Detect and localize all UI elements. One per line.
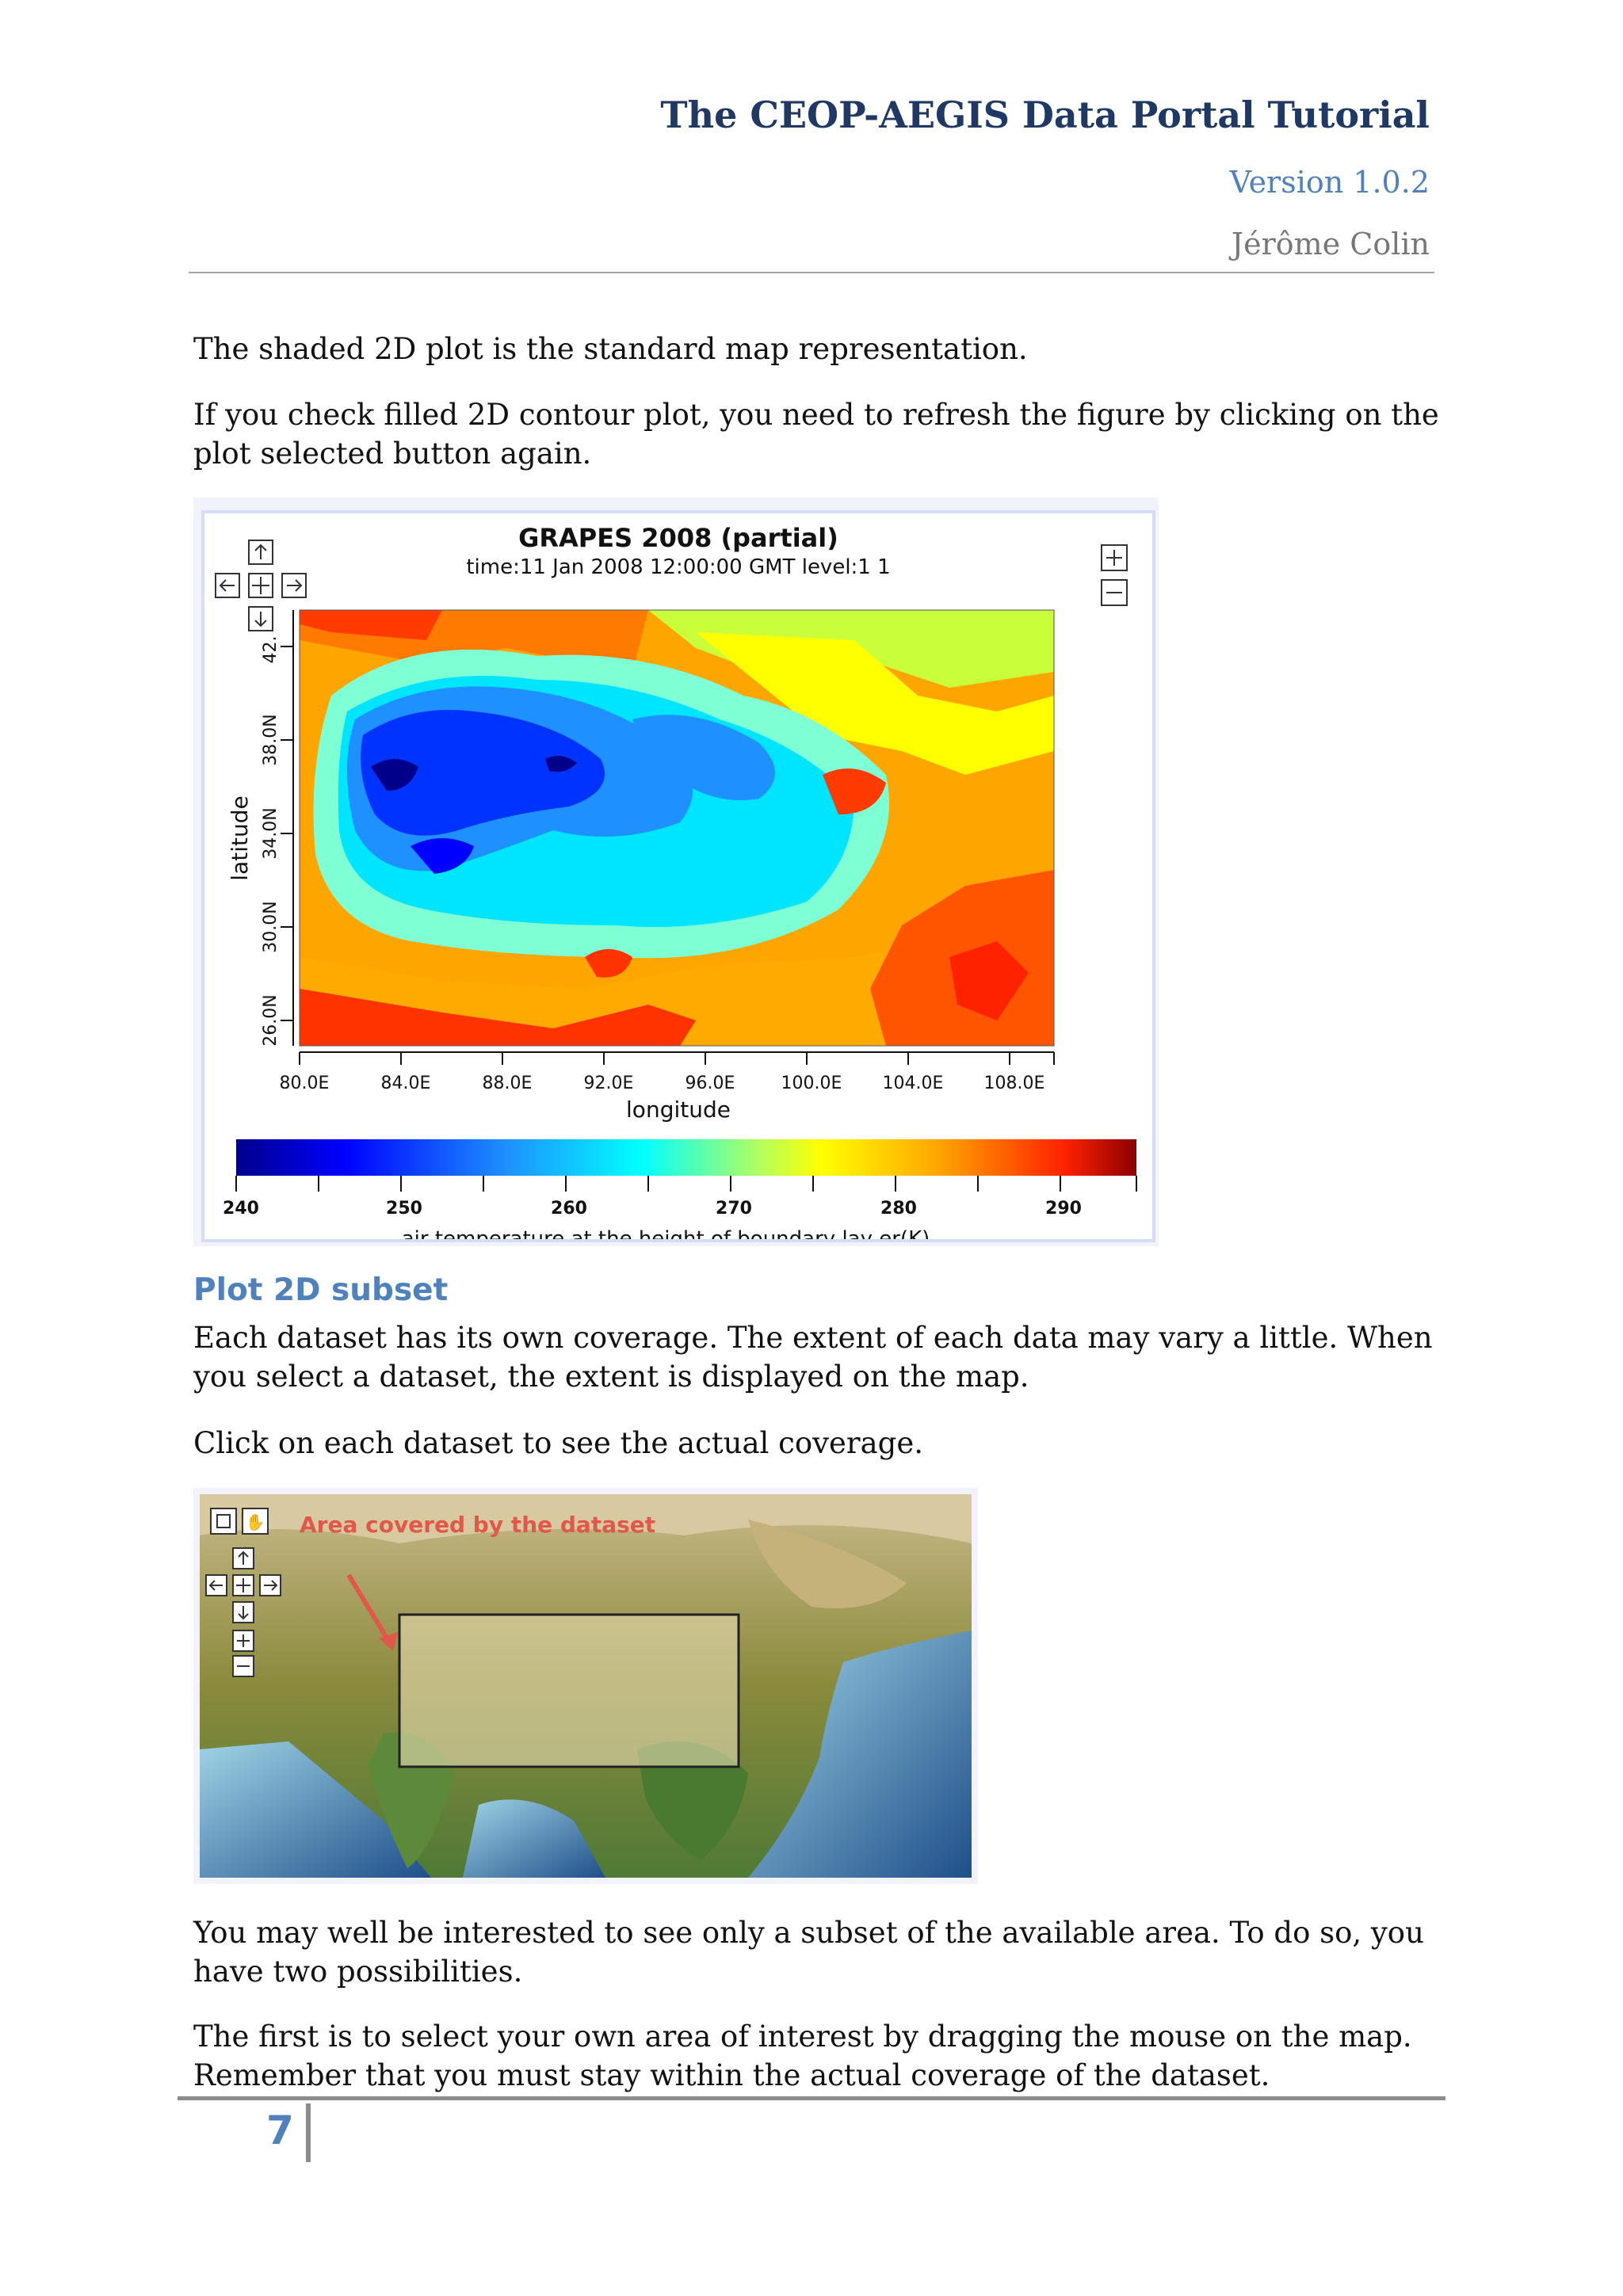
colorbar-tick-label: 280: [880, 1199, 917, 1219]
colorbar: [236, 1139, 1136, 1176]
x-tick-label: 100.0E: [781, 1074, 842, 1093]
colorbar-ticks: [236, 1176, 1136, 1192]
paragraph-subset: You may well be interested to see only a subset of the available area. To do so, you have two possibilities.: [193, 1916, 1424, 1989]
x-tick-label: 92.0E: [583, 1074, 634, 1093]
document-title: The CEOP-AEGIS Data Portal Tutorial: [660, 93, 1430, 136]
grapes-plot-svg: [204, 513, 1152, 1239]
coverage-annotation: Area covered by the dataset: [300, 1512, 656, 1538]
x-axis-label: longitude: [626, 1097, 731, 1123]
x-tick-label: 84.0E: [380, 1074, 431, 1093]
zoom-box-button[interactable]: [211, 1508, 236, 1534]
colorbar-tick-label: 260: [551, 1199, 587, 1219]
page-number: 7: [266, 2107, 294, 2153]
document-author: Jérôme Colin: [1231, 227, 1430, 261]
header-rule: [189, 272, 1434, 273]
y-tick-label: 42.: [261, 635, 281, 664]
paragraph-shaded-plot: The shaded 2D plot is the standard map representation.: [193, 332, 1028, 366]
plot-subtitle: time:11 Jan 2008 12:00:00 GMT level:1 1: [466, 555, 891, 579]
coverage-map-svg: [193, 1488, 978, 1884]
paragraph-contour-plot: If you check filled 2D contour plot, you need to refresh the figure by clicking on the plot selected button again.: [193, 398, 1439, 471]
coverage-map-figure: [193, 1488, 978, 1884]
x-tick-label: 88.0E: [482, 1074, 533, 1093]
colorbar-tick-label: 240: [223, 1199, 259, 1219]
shaded-field: [300, 610, 1054, 1046]
hand-icon: ✋: [245, 1512, 265, 1531]
pan-controls[interactable]: [216, 540, 306, 631]
x-tick-label: 108.0E: [983, 1074, 1045, 1093]
paragraph-drag-select: The first is to select your own area of interest by dragging the mouse on the map. Remember that you must stay within the actual coverage of the dataset.: [193, 2019, 1412, 2092]
paragraph-coverage: Each dataset has its own coverage. The extent of each data may vary a little. When you select a dataset, the extent is displayed on the map.: [193, 1321, 1433, 1394]
y-tick-label: 38.0N: [261, 714, 281, 766]
colorbar-tick-label: 270: [716, 1199, 752, 1219]
footer-rule: [178, 2096, 1445, 2100]
x-tick-label: 96.0E: [685, 1074, 735, 1093]
y-tick-label: 34.0N: [261, 807, 281, 860]
section-heading: Plot 2D subset: [193, 1272, 449, 1308]
colorbar-tick-label: 290: [1045, 1199, 1082, 1219]
document-version: Version 1.0.2: [1229, 165, 1430, 200]
y-axis: [281, 610, 293, 1046]
y-tick-label: 30.0N: [261, 901, 281, 953]
x-tick-label: 80.0E: [279, 1074, 330, 1093]
y-tick-label: 26.0N: [261, 994, 281, 1047]
page-number-bar: [306, 2103, 311, 2162]
y-axis-label: latitude: [227, 795, 253, 881]
grapes-plot-figure: [193, 498, 1159, 1246]
dataset-coverage-box[interactable]: [399, 1615, 739, 1767]
x-axis: [300, 1052, 1054, 1065]
colorbar-tick-label: 250: [386, 1199, 422, 1219]
x-tick-label: 104.0E: [882, 1074, 944, 1093]
plot-title: GRAPES 2008 (partial): [518, 523, 838, 553]
colorbar-label: air temperature at the height of boundary lay er(K): [401, 1227, 930, 1239]
paragraph-click-dataset: Click on each dataset to see the actual coverage.: [193, 1426, 924, 1460]
